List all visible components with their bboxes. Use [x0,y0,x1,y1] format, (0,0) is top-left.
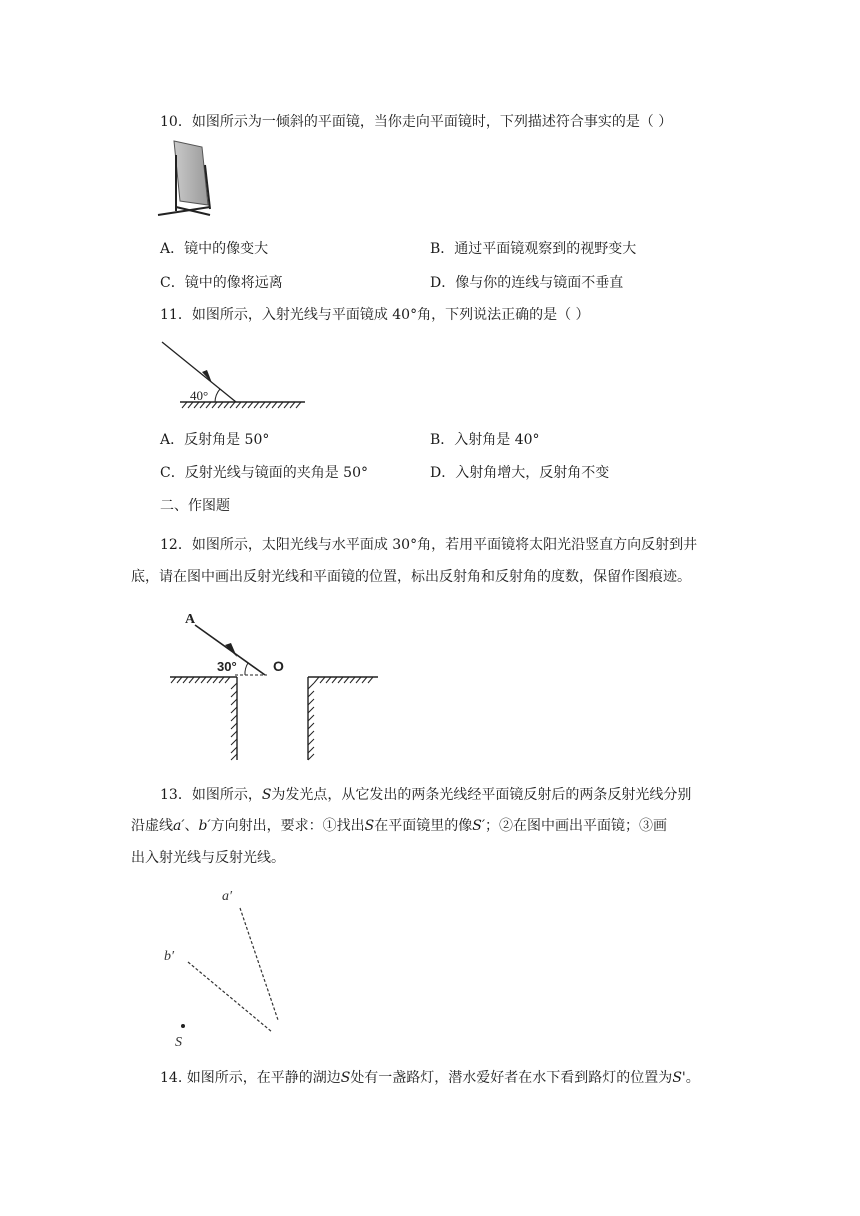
ground-right-hatch [314,677,373,683]
q13-s2: S [364,818,375,834]
q11-stem: 11．如图所示，入射光线与平面镜成 40°角，下列说法正确的是（ ） [160,307,590,323]
label-b-prime: b′ [164,949,175,964]
dashed-ray-a [240,908,278,1020]
q13-b-prime: b′ [198,818,211,834]
label-s: S [175,1035,182,1050]
q13-line2 [131,815,667,835]
ray-arrow [202,370,212,383]
q10-option-b: B．通过平面镜观察到的视野变大 [430,241,637,257]
q10-option-c: C．镜中的像将远离 [160,275,283,291]
ray-arrow [225,643,237,657]
q11-option-c: C．反射光线与镜面的夹角是 50° [160,465,368,481]
q13-line3: 出入射光线与反射光线。 [131,850,285,866]
q11-option-a: A．反射角是 50° [160,432,270,448]
ground-left-hatch [171,677,230,683]
q10-stem: 10．如图所示为一倾斜的平面镜，当你走向平面镜时，下列描述符合事实的是（ ） [160,114,673,130]
q13-line1-prefix: 13．如图所示， [160,787,262,803]
wall-right-hatch [308,683,314,760]
angle-arc [215,389,220,402]
q13-a-prime: a′ [173,818,185,834]
q11-mirror-figure [160,338,310,413]
q12-line1: 12．如图所示，太阳光线与水平面成 30°角，若用平面镜将太阳光沿竖直方向反射到井 [160,537,698,553]
label-o: O [273,658,284,674]
point-s [181,1024,185,1028]
q14-stem [160,1067,700,1087]
q14-s-prime: S' [672,1070,686,1086]
q13-s-prime: S′ [472,818,486,834]
q13-line2-rest: ；②在图中画出平面镜；③画 [485,818,668,834]
angle-label: 40° [190,388,209,403]
wall-left-hatch [231,683,237,760]
q10-option-a: A．镜中的像变大 [160,241,269,257]
angle-arc [245,663,248,675]
label-a-prime: a′ [222,889,233,904]
q12-line2: 底，请在图中画出反射光线和平面镜的位置，标出反射角和反射角的度数，保留作图痕迹。 [131,569,691,585]
q13-s: S [261,787,272,803]
angle-30: 30° [217,659,237,674]
q13-line2-mid: 方向射出，要求：①找出 [210,818,365,834]
q13-rays-figure [160,880,300,1055]
q14-prefix: 14. 如图所示，在平静的湖边 [160,1070,341,1086]
q13-sep: 、 [184,818,199,834]
q13-line1 [160,784,691,804]
q10-option-d: D．像与你的连线与镜面不垂直 [430,275,624,291]
q11-option-b: B．入射角是 40° [430,432,540,448]
q13-line1-rest: 为发光点，从它发出的两条光线经平面镜反射后的两条反射光线分别 [271,787,692,803]
q12-well-figure [165,605,385,765]
q13-line2-mid2: 在平面镜里的像 [374,818,473,834]
q10-mirror-figure [150,135,230,225]
q13-line2-prefix: 沿虚线 [131,818,173,834]
q14-mid: 处有一盏路灯，潜水爱好者在水下看到路灯的位置为 [350,1070,673,1086]
mirror-glass [174,141,208,205]
dashed-ray-b [188,962,272,1032]
section-heading: 二、作图题 [160,498,230,514]
label-a: A [185,612,196,627]
q14-s: S [340,1070,351,1086]
q14-end: 。 [685,1070,700,1086]
q11-option-d: D．入射角增大，反射角不变 [430,465,610,481]
